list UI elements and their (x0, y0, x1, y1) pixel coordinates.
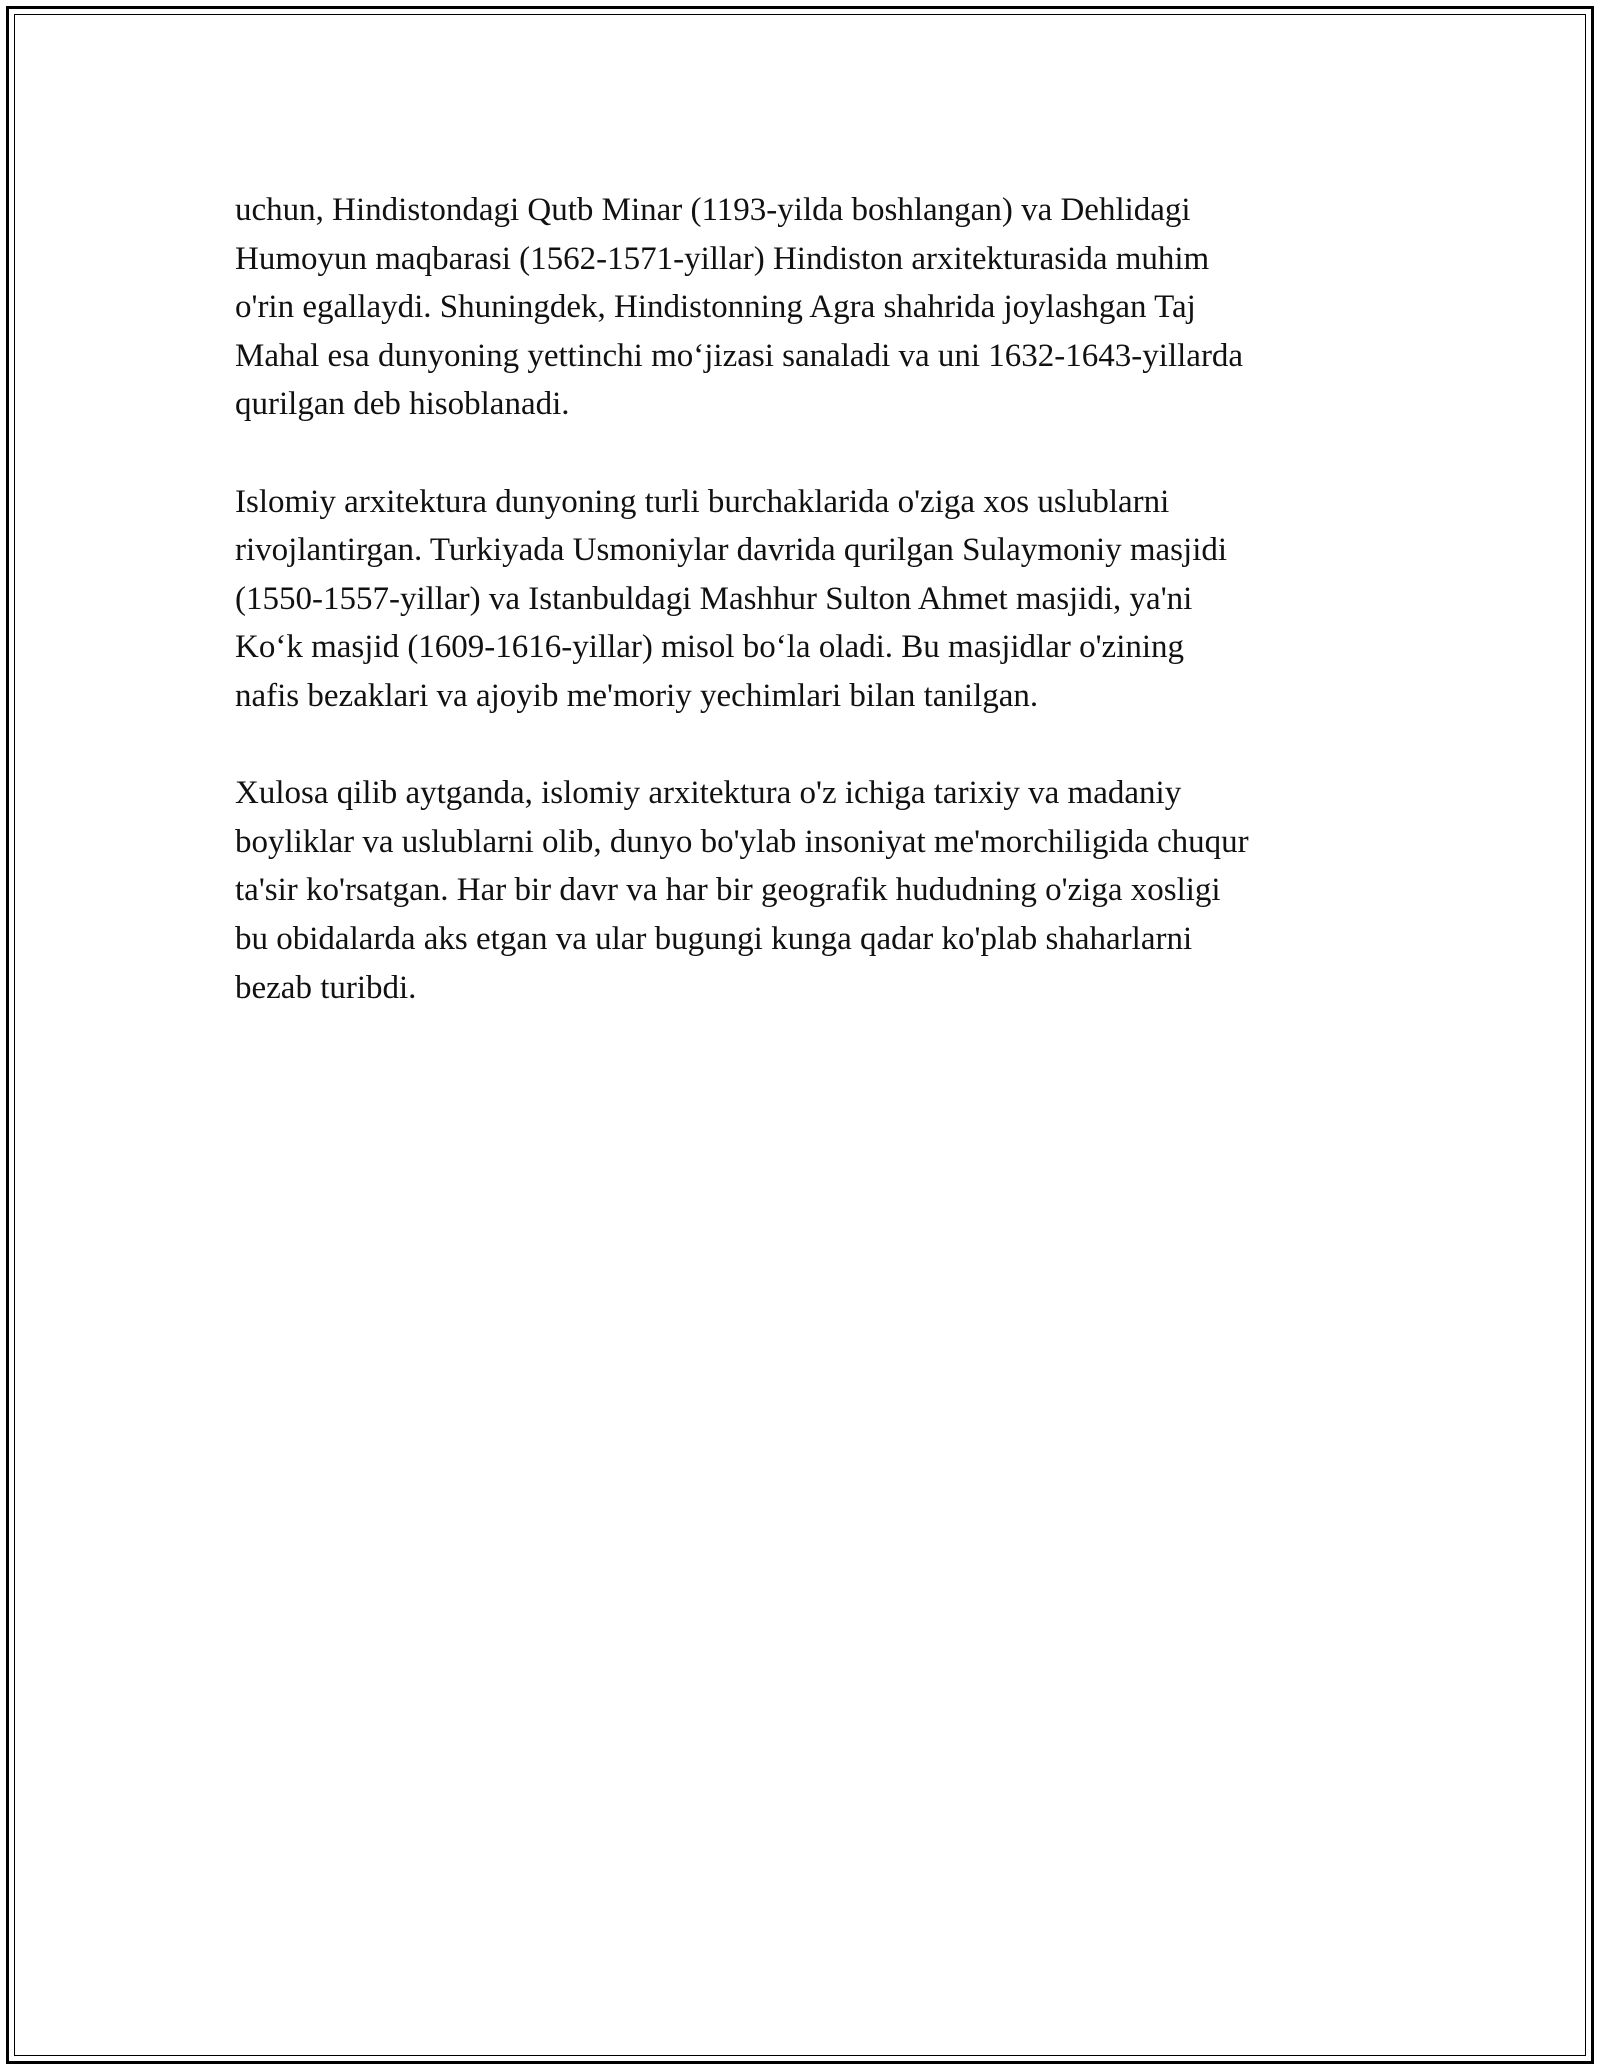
paragraph-line: Humoyun maqbarasi (1562-1571-yillar) Hindiston arxitekturasida muhim (235, 240, 1210, 277)
paragraph-1 (235, 186, 1375, 429)
paragraph-line: Ko‘k masjid (1609-1616-yillar) misol bo‘la oladi. Bu masjidlar o'zining (235, 629, 1185, 666)
paragraph-line: Islomiy arxitektura dunyoning turli burchaklarida o'ziga xos uslublarni (235, 483, 1170, 520)
paragraph-line: Mahal esa dunyoning yettinchi mo‘jizasi sanaladi va uni 1632-1643-yillarda (235, 337, 1244, 374)
paragraph-line: boyliklar va uslublarni olib, dunyo bo'ylab insoniyat me'morchiligida chuqur (235, 823, 1249, 860)
paragraph-line: nafis bezaklari va ajoyib me'moriy yechimlari bilan tanilgan. (235, 677, 1039, 714)
paragraph-line: Xulosa qilib aytganda, islomiy arxitektura o'z ichiga tarixiy va madaniy (235, 775, 1182, 812)
paragraph-2 (235, 478, 1375, 721)
paragraph-line: o'rin egallaydi. Shuningdek, Hindistonning Agra shahrida joylashgan Taj (235, 289, 1196, 326)
paragraph-line: rivojlantirgan. Turkiyada Usmoniylar davrida qurilgan Sulaymoniy masjidi (235, 532, 1228, 569)
paragraph-line: uchun, Hindistondagi Qutb Minar (1193-yilda boshlangan) va Dehlidagi (235, 192, 1191, 228)
paragraph-line: bu obidalarda aks etgan va ular bugungi kunga qadar ko'plab shaharlarni (235, 920, 1193, 957)
document-body (235, 186, 1375, 1061)
paragraph-3 (235, 769, 1375, 1012)
paragraph-line: (1550-1557-yillar) va Istanbuldagi Mashhur Sulton Ahmet masjidi, ya'ni (235, 580, 1193, 617)
paragraph-line: ta'sir ko'rsatgan. Har bir davr va har bir geografik hududning o'ziga xosligi (235, 872, 1221, 909)
paragraph-line: bezab turibdi. (235, 969, 417, 1006)
paragraph-line: qurilgan deb hisoblanadi. (235, 386, 570, 423)
